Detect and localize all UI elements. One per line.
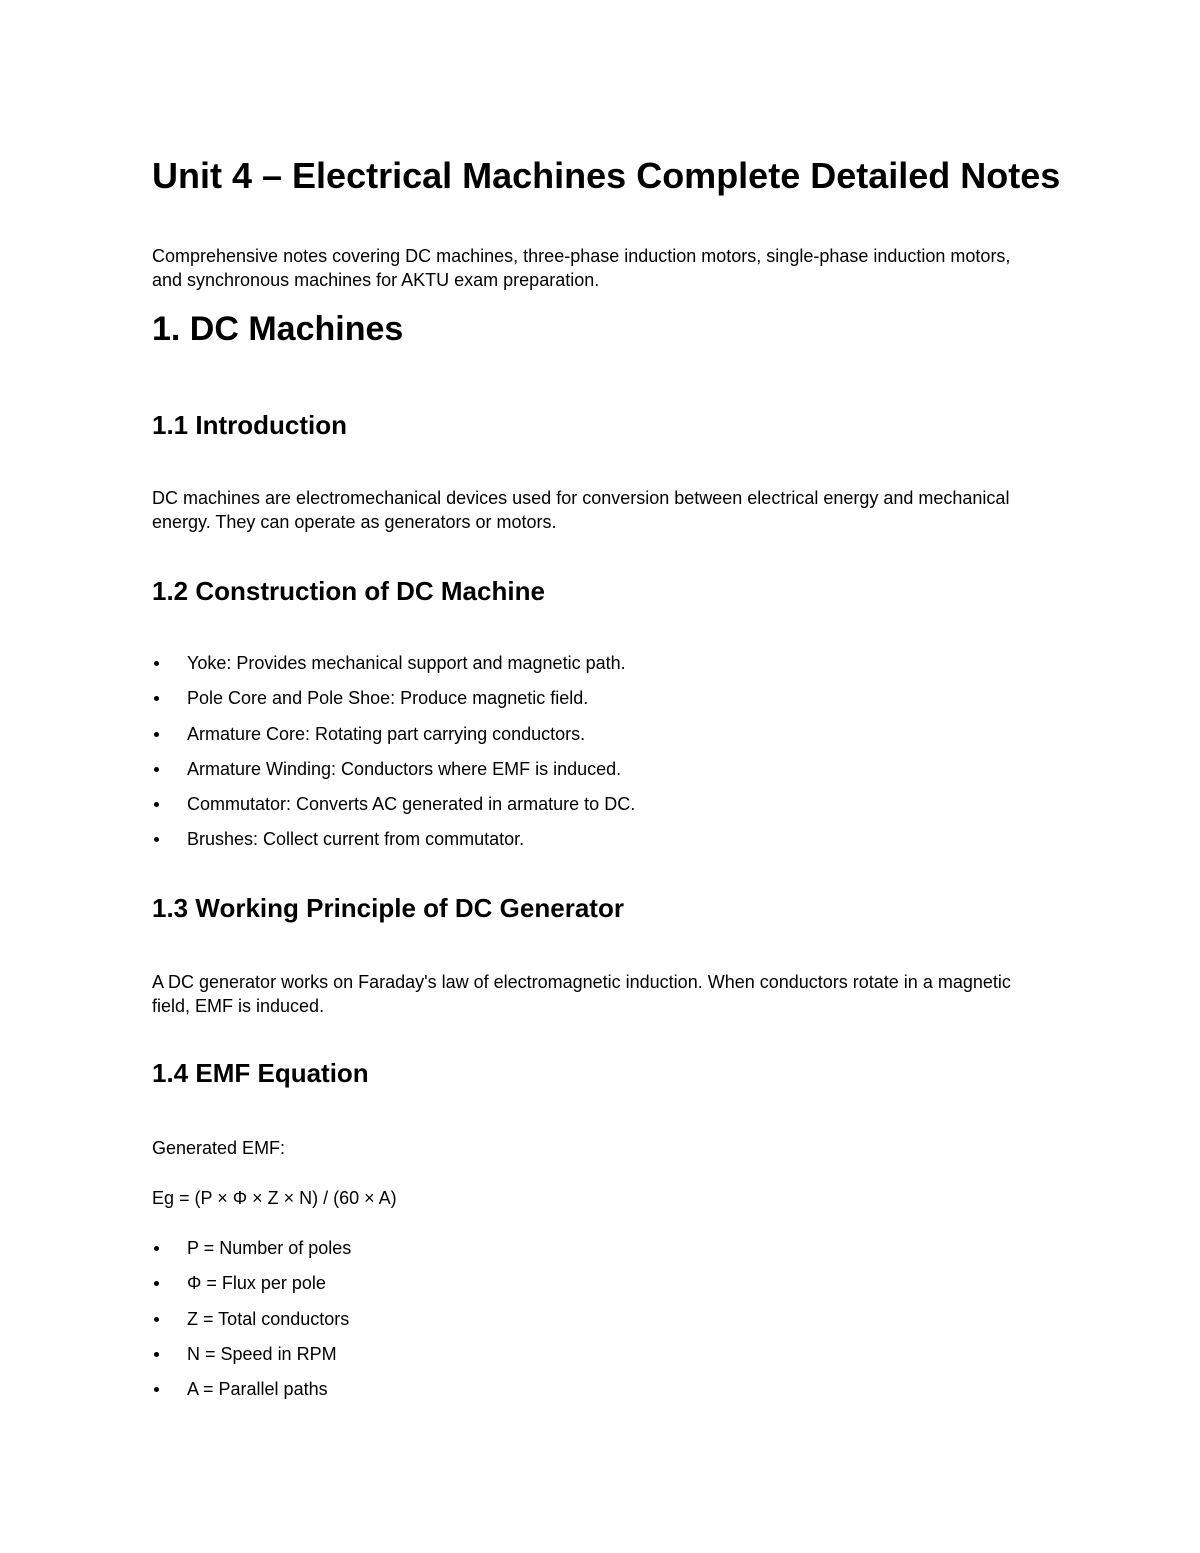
- subheading-emf-equation: 1.4 EMF Equation: [152, 1058, 369, 1088]
- list-item: Commutator: Converts AC generated in armature to DC.: [152, 792, 635, 827]
- working-principle-paragraph: A DC generator works on Faraday's law of electromagnetic induction. When conductors rotate in a magnetic field, EMF is induced.: [152, 972, 1011, 1016]
- bullet-icon: [154, 767, 159, 772]
- intro-paragraph: Comprehensive notes covering DC machines, three-phase induction motors, single-phase induction motors, and synchronous machines for AKTU exam preparation.: [152, 246, 1011, 290]
- bullet-icon: [154, 1281, 159, 1286]
- bullet-icon: [154, 732, 159, 737]
- list-item: P = Number of poles: [152, 1236, 351, 1271]
- bullet-icon: [154, 696, 159, 701]
- document-title: Unit 4 – Electrical Machines Complete Detailed Notes: [152, 155, 1061, 196]
- subheading-introduction: 1.1 Introduction: [152, 410, 347, 440]
- emf-label: Generated EMF:: [152, 1138, 286, 1158]
- introduction-paragraph: DC machines are electromechanical devices used for conversion between electrical energy and mechanical energy. They can operate as generators or motors.: [152, 488, 1010, 532]
- bullet-icon: [154, 837, 159, 842]
- emf-variable-list: [152, 1236, 351, 1412]
- construction-list: [152, 651, 635, 863]
- emf-equation: Eg = (P × Φ × Z × N) / (60 × A): [152, 1188, 397, 1208]
- list-item: Brushes: Collect current from commutator.: [152, 827, 635, 862]
- list-item: Z = Total conductors: [152, 1307, 351, 1342]
- bullet-icon: [154, 1387, 159, 1392]
- list-item: A = Parallel paths: [152, 1377, 351, 1412]
- list-item: Yoke: Provides mechanical support and magnetic path.: [152, 651, 635, 686]
- bullet-icon: [154, 1317, 159, 1322]
- subheading-working-principle: 1.3 Working Principle of DC Generator: [152, 893, 624, 923]
- bullet-icon: [154, 802, 159, 807]
- list-item: Φ = Flux per pole: [152, 1271, 351, 1306]
- list-item: N = Speed in RPM: [152, 1342, 351, 1377]
- subheading-construction: 1.2 Construction of DC Machine: [152, 576, 545, 606]
- bullet-icon: [154, 661, 159, 666]
- bullet-icon: [154, 1352, 159, 1357]
- list-item: Pole Core and Pole Shoe: Produce magnetic field.: [152, 686, 635, 721]
- bullet-icon: [154, 1246, 159, 1251]
- list-item: Armature Core: Rotating part carrying conductors.: [152, 722, 635, 757]
- list-item: Armature Winding: Conductors where EMF is induced.: [152, 757, 635, 792]
- section-heading-dc-machines: 1. DC Machines: [152, 310, 404, 348]
